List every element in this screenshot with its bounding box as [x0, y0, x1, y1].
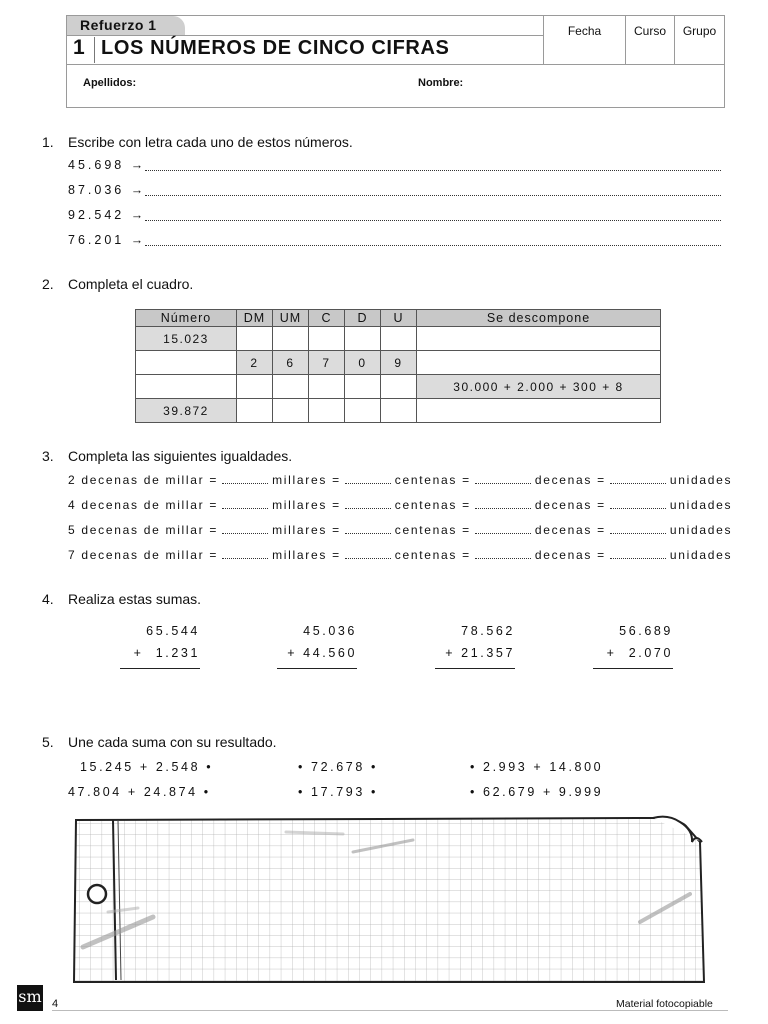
- footer-text: Material fotocopiable: [616, 998, 713, 1010]
- sum-block: [593, 624, 673, 669]
- sum-block: [277, 624, 357, 669]
- table-cell: 6: [273, 351, 309, 375]
- unit-label: centenas =: [394, 473, 471, 487]
- answer-blank[interactable]: [475, 499, 531, 509]
- addend-a: 56.689: [619, 624, 673, 638]
- question-number: 5.: [42, 734, 54, 750]
- table-cell[interactable]: [309, 399, 345, 423]
- table-cell[interactable]: [381, 327, 417, 351]
- header-cells: [543, 16, 725, 65]
- table-cell[interactable]: [273, 399, 309, 423]
- nombre-field[interactable]: Nombre:: [418, 77, 464, 89]
- table-cell[interactable]: [417, 327, 661, 351]
- sum-option[interactable]: 15.245 + 2.548 •: [80, 760, 214, 774]
- fecha-cell[interactable]: Fecha: [544, 16, 626, 64]
- answer-blank[interactable]: [610, 499, 666, 509]
- place-value-table: [135, 309, 661, 423]
- equality-lead: 4 decenas de millar =: [68, 498, 219, 512]
- answer-blank[interactable]: [475, 524, 531, 534]
- table-cell[interactable]: [237, 327, 273, 351]
- unit-number: 1: [73, 36, 85, 59]
- table-cell[interactable]: [237, 375, 273, 399]
- equality-row: [68, 498, 732, 512]
- q1-item: 45.698 →: [68, 158, 147, 172]
- q1-item: 92.542 →: [68, 208, 147, 222]
- table-cell: 9: [381, 351, 417, 375]
- table-cell[interactable]: [309, 327, 345, 351]
- answer-blank[interactable]: [610, 474, 666, 484]
- equality-row: [68, 473, 732, 487]
- unit-label: unidades: [669, 548, 733, 562]
- sum-option[interactable]: • 62.679 + 9.999: [470, 785, 604, 799]
- unit-label: decenas =: [534, 473, 606, 487]
- addend-a: 45.036: [303, 624, 357, 638]
- col-header: Se descompone: [417, 310, 661, 327]
- table-cell: 7: [309, 351, 345, 375]
- table-cell: 0: [345, 351, 381, 375]
- equality-lead: 2 decenas de millar =: [68, 473, 219, 487]
- answer-line[interactable]: [145, 170, 721, 171]
- equality-lead: 5 decenas de millar =: [68, 523, 219, 537]
- sum-block: [435, 624, 515, 669]
- table-cell[interactable]: [136, 351, 237, 375]
- answer-blank[interactable]: [475, 549, 531, 559]
- unit-label: unidades: [669, 523, 733, 537]
- answer-line[interactable]: [145, 245, 721, 246]
- sum-line: [435, 668, 515, 669]
- answer-blank[interactable]: [345, 499, 391, 509]
- title-separator: [94, 37, 95, 63]
- curso-cell[interactable]: Curso: [626, 16, 675, 64]
- question-text: Completa las siguientes igualdades.: [68, 448, 293, 464]
- grupo-cell[interactable]: Grupo: [682, 24, 717, 38]
- unit-label: centenas =: [394, 523, 471, 537]
- table-row: [136, 327, 661, 351]
- q1-item: 87.036 →: [68, 183, 147, 197]
- answer-blank[interactable]: [610, 524, 666, 534]
- table-cell[interactable]: [273, 327, 309, 351]
- answer-blank[interactable]: [222, 524, 268, 534]
- addend-b: + 2.070: [606, 646, 673, 660]
- unit-label: unidades: [669, 473, 733, 487]
- apellidos-field[interactable]: Apellidos:: [83, 77, 137, 89]
- result-option[interactable]: • 72.678 •: [298, 760, 378, 774]
- answer-blank[interactable]: [222, 474, 268, 484]
- question-text: Realiza estas sumas.: [68, 591, 202, 607]
- col-header: D: [345, 310, 381, 327]
- question-number: 3.: [42, 448, 54, 464]
- table-cell[interactable]: [345, 399, 381, 423]
- question-text: Une cada suma con su resultado.: [68, 734, 277, 750]
- equality-lead: 7 decenas de millar =: [68, 548, 219, 562]
- addend-a: 65.544: [146, 624, 200, 638]
- page-title: LOS NÚMEROS DE CINCO CIFRAS: [101, 37, 450, 59]
- table-cell: 15.023: [136, 327, 237, 351]
- table-cell[interactable]: [273, 375, 309, 399]
- answer-blank[interactable]: [222, 499, 268, 509]
- unit-label: decenas =: [534, 498, 606, 512]
- unit-label: unidades: [669, 498, 733, 512]
- table-cell[interactable]: [345, 327, 381, 351]
- question-number: 1.: [42, 134, 54, 150]
- table-cell[interactable]: [136, 375, 237, 399]
- col-header: U: [381, 310, 417, 327]
- table-cell[interactable]: [381, 399, 417, 423]
- table-row: [136, 375, 661, 399]
- sum-line: [277, 668, 357, 669]
- table-cell: 39.872: [136, 399, 237, 423]
- table-row: [136, 351, 661, 375]
- question-number: 2.: [42, 276, 54, 292]
- q1-item: 76.201 →: [68, 233, 147, 247]
- page-number: 4: [52, 998, 59, 1010]
- grid-paper[interactable]: [68, 812, 710, 988]
- answer-blank[interactable]: [345, 524, 391, 534]
- answer-blank[interactable]: [222, 549, 268, 559]
- answer-blank[interactable]: [475, 474, 531, 484]
- refuerzo-tab: Refuerzo 1: [67, 16, 185, 35]
- question-2: [42, 276, 193, 292]
- answer-blank[interactable]: [345, 549, 391, 559]
- unit-label: decenas =: [534, 548, 606, 562]
- table-header-row: [136, 310, 661, 327]
- table-cell[interactable]: [345, 375, 381, 399]
- answer-line[interactable]: [145, 220, 721, 221]
- sum-option[interactable]: • 2.993 + 14.800: [470, 760, 604, 774]
- answer-blank[interactable]: [610, 549, 666, 559]
- table-cell[interactable]: [417, 399, 661, 423]
- table-cell[interactable]: [381, 375, 417, 399]
- question-4: [42, 591, 201, 607]
- answer-blank[interactable]: [345, 474, 391, 484]
- question-text: Completa el cuadro.: [68, 276, 194, 292]
- addend-b: + 44.560: [287, 646, 357, 660]
- question-text: Escribe con letra cada uno de estos números.: [68, 134, 353, 150]
- unit-label: centenas =: [394, 498, 471, 512]
- sum-block: [120, 624, 200, 669]
- col-header: Número: [136, 310, 237, 327]
- question-number: 4.: [42, 591, 54, 607]
- sum-line: [120, 668, 200, 669]
- table-cell: 2: [237, 351, 273, 375]
- publisher-logo: sm: [17, 985, 43, 1011]
- footer-divider: [52, 1010, 728, 1011]
- question-3: [42, 448, 292, 464]
- col-header: DM: [237, 310, 273, 327]
- table-cell[interactable]: [237, 399, 273, 423]
- unit-label: decenas =: [534, 523, 606, 537]
- table-cell[interactable]: [309, 375, 345, 399]
- equality-row: [68, 548, 732, 562]
- question-5: [42, 734, 277, 750]
- unit-label: millares =: [272, 523, 341, 537]
- unit-label: millares =: [272, 498, 341, 512]
- addend-a: 78.562: [461, 624, 515, 638]
- table-row: [136, 399, 661, 423]
- table-cell[interactable]: [417, 351, 661, 375]
- sum-option[interactable]: 47.804 + 24.874 •: [68, 785, 211, 799]
- answer-line[interactable]: [145, 195, 721, 196]
- unit-label: millares =: [272, 548, 341, 562]
- header-box: [66, 15, 725, 108]
- unit-label: millares =: [272, 473, 341, 487]
- addend-b: + 21.357: [445, 646, 515, 660]
- sum-line: [593, 668, 673, 669]
- equality-row: [68, 523, 732, 537]
- addend-b: + 1.231: [133, 646, 200, 660]
- result-option[interactable]: • 17.793 •: [298, 785, 378, 799]
- question-1: [42, 134, 353, 150]
- unit-label: centenas =: [394, 548, 471, 562]
- table-cell: 30.000 + 2.000 + 300 + 8: [417, 375, 661, 399]
- col-header: UM: [273, 310, 309, 327]
- col-header: C: [309, 310, 345, 327]
